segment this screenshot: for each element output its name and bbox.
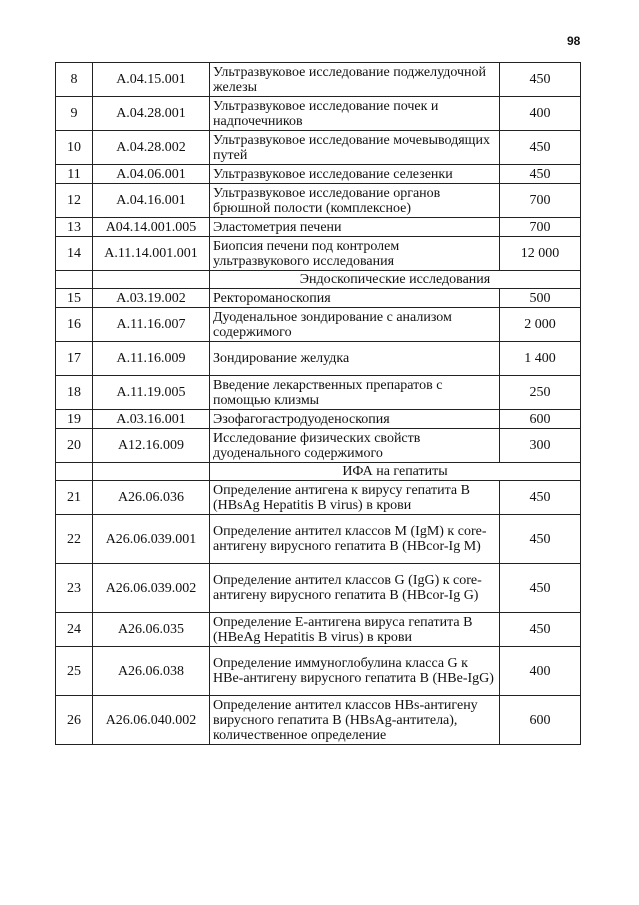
table-row [56, 308, 581, 342]
service-name: Ультразвуковое исследование селезенки [210, 165, 500, 184]
row-number: 14 [56, 237, 93, 271]
section-num-cell [56, 271, 93, 289]
section-title: ИФА на гепатиты [210, 463, 581, 481]
service-name: Определение антигена к вирусу гепатита В (HBsAg Hepatitis B virus) в крови [210, 481, 500, 515]
service-price: 600 [500, 410, 581, 429]
table-row [56, 429, 581, 463]
row-number: 17 [56, 342, 93, 376]
service-price: 400 [500, 647, 581, 696]
row-number: 19 [56, 410, 93, 429]
service-price: 250 [500, 376, 581, 410]
table-row [56, 289, 581, 308]
service-name: Определение иммуноглобулина класса G к HBe-антигену вирусного гепатита В (HBe-IgG) [210, 647, 500, 696]
service-code: A.04.06.001 [93, 165, 210, 184]
service-name: Эзофагогастродуоденоскопия [210, 410, 500, 429]
row-number: 26 [56, 696, 93, 745]
service-name: Дуоденальное зондирование с анализом содержимого [210, 308, 500, 342]
section-code-cell [93, 271, 210, 289]
service-name: Ультразвуковое исследование почек и надпочечников [210, 97, 500, 131]
service-price: 450 [500, 165, 581, 184]
service-price: 300 [500, 429, 581, 463]
service-name: Ультразвуковое исследование мочевыводящих путей [210, 131, 500, 165]
service-name: Определение антител классов HBs-антигену вирусного гепатита В (HBsAg-антитела), количественное определение [210, 696, 500, 745]
service-code: A26.06.039.002 [93, 564, 210, 613]
table-row [56, 376, 581, 410]
service-price: 450 [500, 131, 581, 165]
service-code: A12.16.009 [93, 429, 210, 463]
service-name: Биопсия печени под контролем ультразвукового исследования [210, 237, 500, 271]
table-row [56, 410, 581, 429]
service-name: Исследование физических свойств дуоденального содержимого [210, 429, 500, 463]
service-price: 450 [500, 613, 581, 647]
row-number: 18 [56, 376, 93, 410]
table-row [56, 218, 581, 237]
row-number: 11 [56, 165, 93, 184]
row-number: 9 [56, 97, 93, 131]
section-row [56, 463, 581, 481]
row-number: 21 [56, 481, 93, 515]
table-row [56, 564, 581, 613]
service-name: Ультразвуковое исследование поджелудочной железы [210, 63, 500, 97]
table-row [56, 184, 581, 218]
service-name: Определение антител классов M (IgM) к core-антигену вирусного гепатита В (HBcor-Ig M) [210, 515, 500, 564]
table-row [56, 131, 581, 165]
service-price: 400 [500, 97, 581, 131]
service-price: 700 [500, 218, 581, 237]
table-row [56, 342, 581, 376]
service-code: A.03.16.001 [93, 410, 210, 429]
service-price: 450 [500, 564, 581, 613]
table-row [56, 613, 581, 647]
section-title: Эндоскопические исследования [210, 271, 581, 289]
section-num-cell [56, 463, 93, 481]
row-number: 8 [56, 63, 93, 97]
service-code: A.04.16.001 [93, 184, 210, 218]
service-name: Определение антител классов G (IgG) к core-антигену вирусного гепатита В (HBcor-Ig G) [210, 564, 500, 613]
service-price: 1 400 [500, 342, 581, 376]
service-name: Введение лекарственных препаратов с помощью клизмы [210, 376, 500, 410]
service-code: A04.14.001.005 [93, 218, 210, 237]
service-price: 450 [500, 481, 581, 515]
service-name: Ректороманоскопия [210, 289, 500, 308]
service-price: 500 [500, 289, 581, 308]
table-row [56, 647, 581, 696]
service-name: Определение Е-антигена вируса гепатита В (HBeAg Hepatitis B virus) в крови [210, 613, 500, 647]
service-name: Ультразвуковое исследование органов брюшной полости (комплексное) [210, 184, 500, 218]
price-table [55, 62, 581, 745]
service-code: A.04.28.002 [93, 131, 210, 165]
row-number: 22 [56, 515, 93, 564]
service-price: 600 [500, 696, 581, 745]
row-number: 24 [56, 613, 93, 647]
row-number: 25 [56, 647, 93, 696]
price-table-body [56, 63, 581, 745]
page-number: 98 [567, 34, 581, 48]
table-row [56, 165, 581, 184]
table-row [56, 696, 581, 745]
row-number: 13 [56, 218, 93, 237]
row-number: 23 [56, 564, 93, 613]
service-code: A.11.16.007 [93, 308, 210, 342]
service-price: 12 000 [500, 237, 581, 271]
service-price: 450 [500, 515, 581, 564]
table-row [56, 237, 581, 271]
service-code: A26.06.036 [93, 481, 210, 515]
service-code: A.03.19.002 [93, 289, 210, 308]
row-number: 12 [56, 184, 93, 218]
table-row [56, 63, 581, 97]
service-code: A26.06.040.002 [93, 696, 210, 745]
service-name: Зондирование желудка [210, 342, 500, 376]
service-code: A26.06.039.001 [93, 515, 210, 564]
row-number: 20 [56, 429, 93, 463]
service-code: A.04.15.001 [93, 63, 210, 97]
table-row [56, 515, 581, 564]
service-price: 450 [500, 63, 581, 97]
section-row [56, 271, 581, 289]
row-number: 16 [56, 308, 93, 342]
service-price: 700 [500, 184, 581, 218]
service-price: 2 000 [500, 308, 581, 342]
row-number: 15 [56, 289, 93, 308]
row-number: 10 [56, 131, 93, 165]
service-code: A26.06.035 [93, 613, 210, 647]
service-code: A.11.16.009 [93, 342, 210, 376]
table-row [56, 97, 581, 131]
section-code-cell [93, 463, 210, 481]
service-code: A.11.19.005 [93, 376, 210, 410]
service-code: A.11.14.001.001 [93, 237, 210, 271]
service-code: A26.06.038 [93, 647, 210, 696]
service-code: A.04.28.001 [93, 97, 210, 131]
table-row [56, 481, 581, 515]
service-name: Эластометрия печени [210, 218, 500, 237]
